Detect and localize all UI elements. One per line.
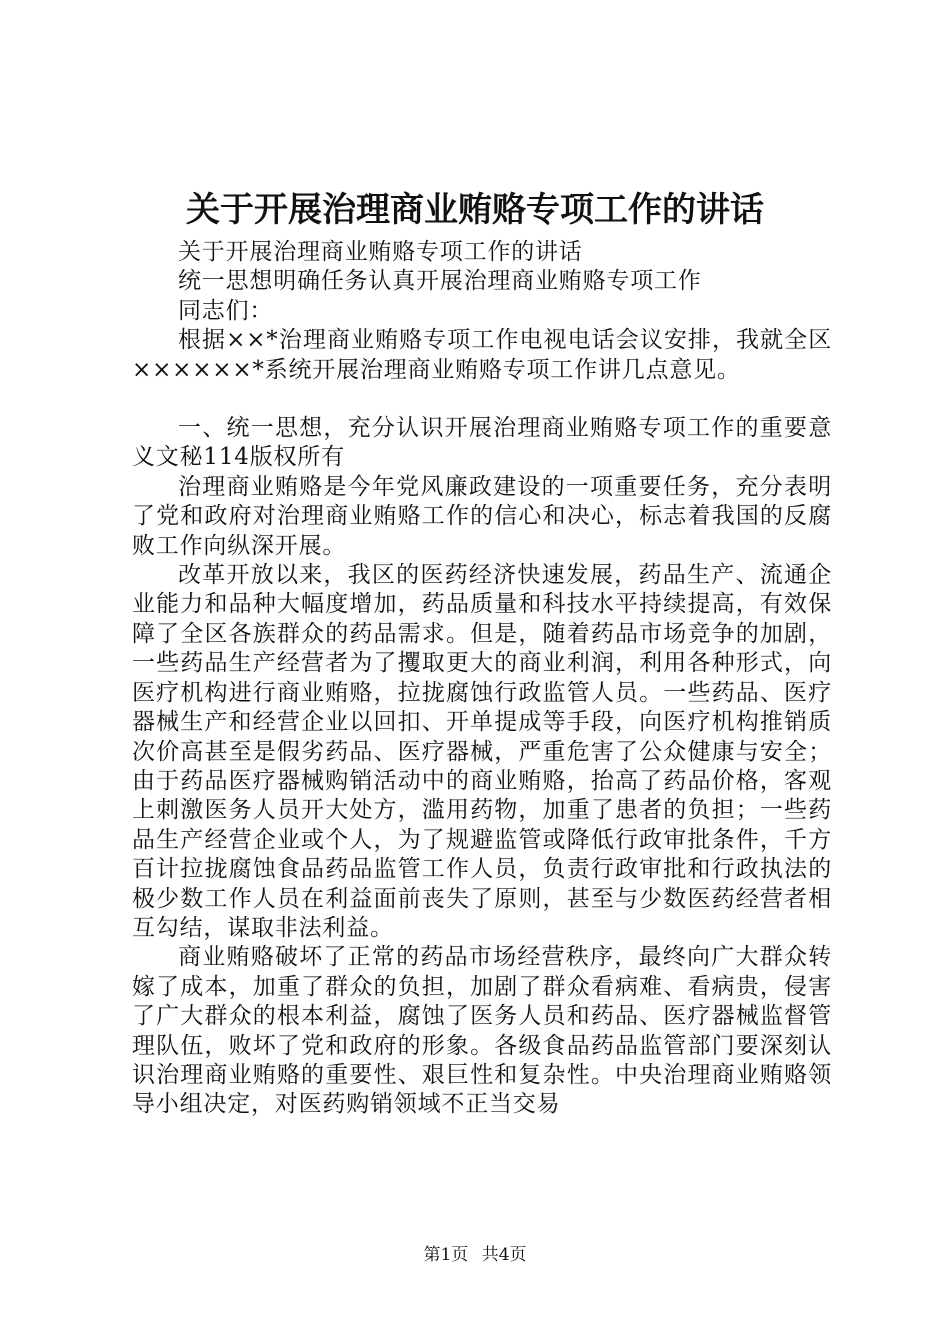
document-body — [132, 238, 832, 1120]
body-paragraph: 商业贿赂破坏了正常的药品市场经营秩序，最终向广大群众转嫁了成本，加重了群众的负担，加剧了群众看病难、看病贵，侵害了广大群众的根本利益，腐蚀了医务人员和药品、医疗器械监督管理队伍，败坏了党和政府的形象。各级食品药品监管部门要深刻认识治理商业贿赂的重要性、艰巨性和复杂性。中央治理商业贿赂领导小组决定，对医药购销领域不正当交易 — [132, 944, 832, 1118]
document-title: 关于开展治理商业贿赂专项工作的讲话 — [186, 190, 764, 230]
heading-line: 统一思想明确任务认真开展治理商业贿赂专项工作 — [178, 268, 702, 295]
page-total: 共4页 — [481, 1245, 527, 1265]
page-number: 第1页 — [423, 1245, 469, 1265]
body-paragraph: 治理商业贿赂是今年党风廉政建设的一项重要任务，充分表明了党和政府对治理商业贿赂工作的信心和决心，标志着我国的反腐败工作向纵深开展。 — [132, 473, 832, 559]
body-paragraph: 改革开放以来，我区的医药经济快速发展，药品生产、流通企业能力和品种大幅度增加，药品质量和科技水平持续提高，有效保障了全区各族群众的药品需求。但是，随着药品市场竞争的加剧，一些药品生产经营者为了攫取更大的商业利润，利用各种形式，向医疗机构进行商业贿赂，拉拢腐蚀行政监管人员。一些药品、医疗器械生产和经营企业以回扣、开单提成等手段，向医疗机构推销质次价高甚至是假劣药品、医疗器械，严重危害了公众健康与安全；由于药品医疗器械购销活动中的商业贿赂，抬高了药品价格，客观上刺激医务人员开大处方，滥用药物，加重了患者的负担；一些药品生产经营企业或个人，为了规避监管或降低行政审批条件，千方百计拉拢腐蚀食品药品监管工作人员，负责行政审批和行政执法的极少数工作人员在利益面前丧失了原则，甚至与少数医药经营者相互勾结，谋取非法利益。 — [132, 562, 832, 941]
subtitle-line: 关于开展治理商业贿赂专项工作的讲话 — [178, 239, 583, 265]
body-paragraph: 根据××*治理商业贿赂专项工作电视电话会议安排，我就全区××××××*系统开展治理商业贿赂专项工作讲几点意见。 — [132, 327, 832, 383]
page-footer — [0, 1243, 950, 1267]
salutation: 同志们： — [178, 297, 274, 324]
section-heading: 一、统一思想，充分认识开展治理商业贿赂专项工作的重要意义文秘114版权所有 — [132, 415, 832, 471]
paragraph-spacer — [132, 385, 832, 414]
